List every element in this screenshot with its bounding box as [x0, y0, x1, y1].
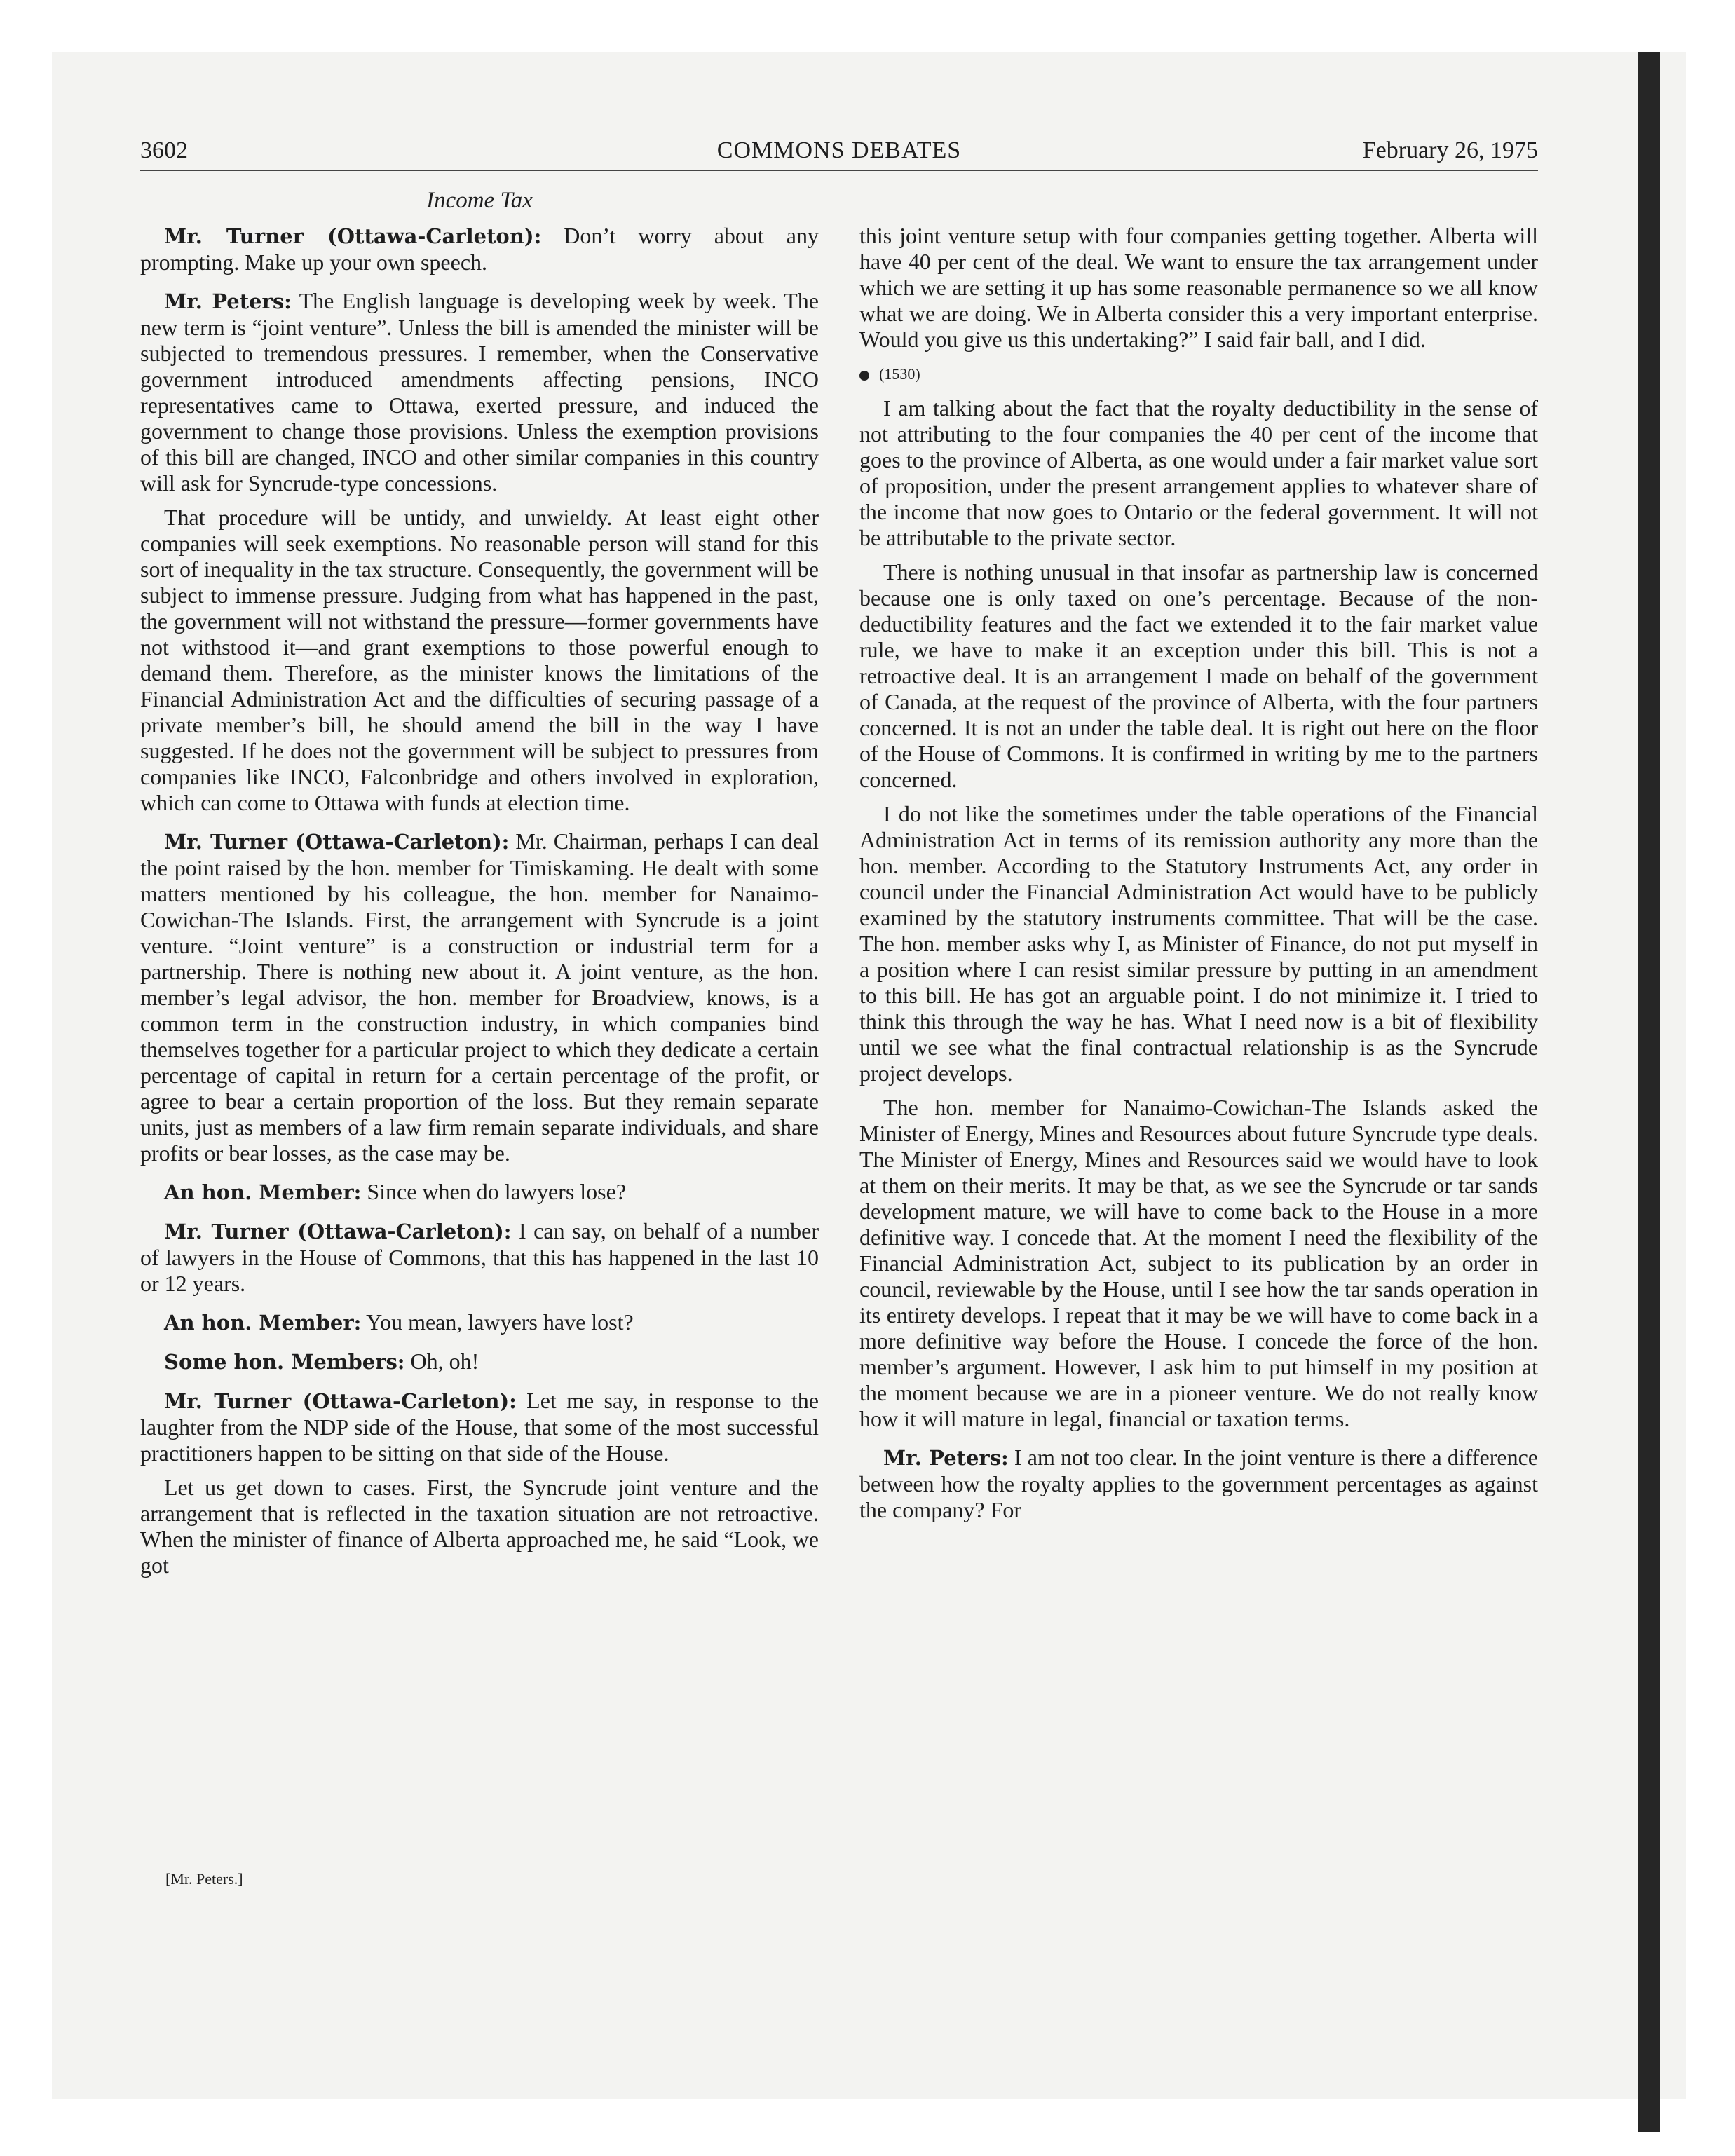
page-header — [140, 130, 1538, 171]
speech-text: Since when do lawyers lose? — [361, 1179, 627, 1204]
paragraph — [140, 1388, 819, 1466]
speech-text: That procedure will be untidy, and unwieldy. At least eight other companies will seek exemptions. No reasonable person will stand for this sort of inequality in the tax structure. Consequently, the government will be subject to immense pressure. Judging from what has happened in the past, the government will not withstand the pressure—former governments have not withstood it—and grant exemptions to those powerful enough to demand them. Therefore, as the minister knows the limitations of the Financial Administration Act and the difficulties of securing passage of a private member’s bill, he should amend the bill in the way I have suggested. If he does not the government will be subject to pressures from companies like INCO, Falconbridge and others involved in exploration, which can come to Ottawa with funds at election time. — [140, 505, 819, 815]
paragraph — [859, 223, 1538, 353]
speech-text: There is nothing unusual in that insofar as partnership law is concerned because one is only taxed on one’s percentage. Because of the non-deductibility features and the fact we extended it to the fair market value rule, we have to make it an exception under this bill. This is not a retroactive deal. It is an arrangement I made on behalf of the government of Canada, at the request of the province of Alberta, with the four partners concerned. It is not an under the table deal. It is right out here on the floor of the House of Commons. It is confirmed in writing by me to the partners concerned. — [859, 559, 1538, 792]
section-title: Income Tax — [426, 188, 533, 213]
page-number: 3602 — [140, 137, 188, 163]
paragraph — [140, 1218, 819, 1297]
paragraph — [859, 1095, 1538, 1432]
speech-text: I do not like the sometimes under the table operations of the Financial Administration Act in terms of its remission authority any more than the hon. member. According to the Statutory Instruments Act, any order in council under the Financial Administration Act would have to be publicly examined by the statutory instruments committee. That will be the case. The hon. member asks why I, as Minister of Finance, do not put myself in a position where I can resist similar pressure by putting in an amendment to this bill. He has got an arguable point. I do not minimize it. I tried to think this through the way he has. What I need now is a bit of flexibility until we see what the final contractual relationship is as the Syncrude project develops. — [859, 801, 1538, 1086]
paragraph — [140, 223, 819, 275]
paragraph — [859, 1445, 1538, 1523]
page-date: February 26, 1975 — [1362, 137, 1538, 163]
speaker-name: Mr. Turner (Ottawa-Carleton): — [164, 830, 510, 854]
speaker-name: Mr. Turner (Ottawa-Carleton): — [164, 224, 542, 248]
speech-text: this joint venture setup with four companies getting together. Alberta will have 40 per cent of the deal. We want to ensure the tax arrangement under which we are setting it up has some reasonable permanence so we all know what we are doing. We in Alberta consider this a very important enterprise. Would you give us this undertaking?” I said fair ball, and I did. — [859, 223, 1538, 352]
speech-text: Let us get down to cases. First, the Syncrude joint venture and the arrangement that is reflected in the taxation situation are not retroactive. When the minister of finance of Alberta approached me, he said “Look, we got — [140, 1475, 819, 1578]
speech-text: The English language is developing week by week. The new term is “joint venture”. Unless the bill is amended the minister will be subjected to tremendous pressures. I remember, when the Conservative government introduced amendments affecting pensions, INCO representatives came to Ottawa, exerted pressure, and induced the government to change those provisions. Unless the exemption provisions of this bill are changed, INCO and other similar companies in this country will ask for Syncrude-type concessions. — [140, 288, 819, 496]
speech-text: You mean, lawyers have lost? — [361, 1309, 634, 1335]
paragraph — [140, 1309, 819, 1336]
speaker-name: An hon. Member: — [164, 1311, 362, 1335]
paragraph — [859, 801, 1538, 1086]
bullet-icon — [859, 371, 869, 381]
speaker-name: Mr. Peters: — [164, 289, 292, 313]
speaker-name: Some hon. Members: — [164, 1350, 405, 1374]
paragraph — [859, 559, 1538, 793]
page-edge-shadow — [1638, 52, 1660, 2132]
speaker-name: An hon. Member: — [164, 1180, 362, 1204]
paragraph — [140, 1179, 819, 1206]
speech-text: I can say, on behalf of a number of lawyers in the House of Commons, that this has happened in the last 10 or 12 years. — [140, 1218, 819, 1296]
paragraph — [140, 505, 819, 816]
paragraph — [140, 828, 819, 1166]
time-marker — [859, 361, 1538, 387]
speech-text: Mr. Chairman, perhaps I can deal the point raised by the hon. member for Timiskaming. He dealt with some matters mentioned by his colleague, the hon. member for Nanaimo-Cowichan-The Islands. First, the arrangement with Syncrude is a joint venture. “Joint venture” is a construction or industrial term for a partnership. There is nothing new about it. A joint venture, as the hon. member’s legal advisor, the hon. member for Broadview, knows, is a common term in the construction industry, in which companies bind themselves together for a particular project to which they dedicate a certain percentage of capital in return for a certain percentage of the profit, or agree to bear a certain proportion of the loss. But they remain separate units, just as members of a law firm remain separate individuals, and share profits or bear losses, as the case may be. — [140, 828, 819, 1166]
paragraph — [140, 1475, 819, 1578]
speaker-footnote: [Mr. Peters.] — [165, 1870, 243, 1888]
speech-text: I am talking about the fact that the royalty deductibility in the sense of not attributing to the four companies the 40 per cent of the income that goes to the province of Alberta, as one would under a fair market value sort of proposition, under the present arrangement applies to whatever share of the income that now goes to Ontario or the federal government. It will not be attributable to the private sector. — [859, 395, 1538, 550]
speech-text: Oh, oh! — [404, 1349, 479, 1374]
left-column — [140, 223, 819, 1587]
speaker-name: Mr. Turner (Ottawa-Carleton): — [164, 1220, 512, 1243]
speaker-name: Mr. Turner (Ottawa-Carleton): — [164, 1389, 517, 1413]
paragraph — [140, 1349, 819, 1375]
paragraph — [140, 288, 819, 496]
publication-title: COMMONS DEBATES — [716, 137, 962, 163]
time-marker-text: (1530) — [879, 365, 920, 383]
speech-text: I am not too clear. In the joint venture is there a difference between how the royalty applies to the government percentages as against the company? For — [859, 1445, 1539, 1522]
speech-text: The hon. member for Nanaimo-Cowichan-The Islands asked the Minister of Energy, Mines and Resources about future Syncrude type deals. The Minister of Energy, Mines and Resources said we would have to look at them on their merits. It may be that, as we see the Syncrude or tar sands development mature, we will have to come back to the House in a more definitive way. I concede that. At the moment I need the flexibility of the Financial Administration Act, subject to its publication by an order in council, reviewable by the House, until I see how the tar sands operation in its entirety develops. I repeat that it may be we will have to come back in a more definitive way before the House. I concede the force of the hon. member’s argument. However, I ask him to put himself in my position at the moment because we are in a pioneer venture. We do not really know how it will mature in legal, financial or taxation terms. — [859, 1095, 1538, 1431]
right-column — [859, 223, 1538, 1531]
paragraph — [859, 395, 1538, 551]
speaker-name: Mr. Peters: — [883, 1446, 1009, 1470]
speech-text: Don’t worry about any prompting. Make up your own speech. — [140, 223, 819, 275]
speech-text: Let me say, in response to the laughter from the NDP side of the House, that some of the most successful practitioners happen to be sitting on that side of the House. — [140, 1388, 819, 1466]
